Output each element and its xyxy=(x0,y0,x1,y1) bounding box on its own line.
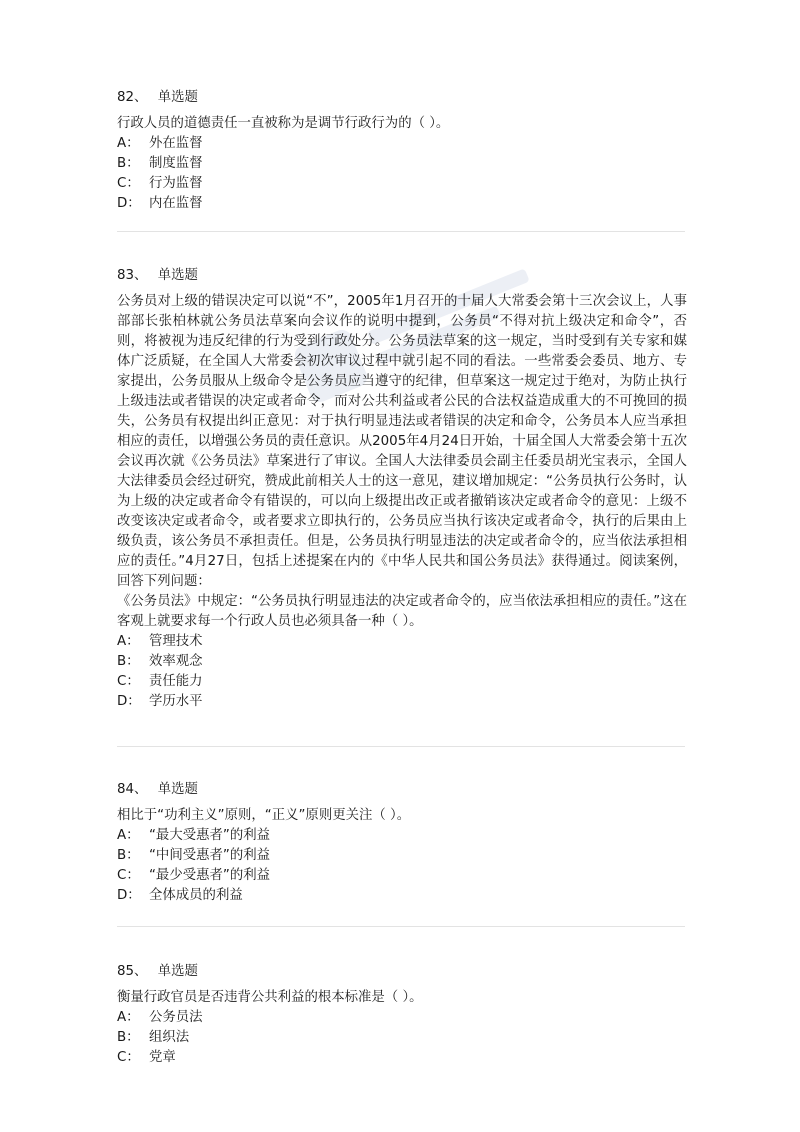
option-b[interactable] xyxy=(117,154,687,174)
option-letter: A： xyxy=(117,634,140,649)
option-text: 党章 xyxy=(149,1050,176,1065)
option-text: 学历水平 xyxy=(149,694,203,709)
question-stem: 衡量行政官员是否违背公共利益的根本标准是（ ）。 xyxy=(117,990,423,1005)
option-c[interactable] xyxy=(117,174,687,194)
option-text: 外在监督 xyxy=(149,136,203,151)
question-stem: 行政人员的道德责任一直被称为是调节行政行为的（ ）。 xyxy=(117,116,450,131)
option-letter: C： xyxy=(117,176,140,191)
option-c[interactable] xyxy=(117,1048,687,1068)
option-letter: C： xyxy=(117,1050,140,1065)
question-stem: 《公务员法》中规定：“公务员执行明显违法的决定或者命令的，应当依法承担相应的责任。”这在客观上就要求每一个行政人员也必须具备一种（ ）。 xyxy=(117,594,687,629)
option-c[interactable] xyxy=(117,672,687,692)
option-a[interactable] xyxy=(117,632,687,652)
option-letter: B： xyxy=(117,156,140,171)
option-letter: C： xyxy=(117,674,140,689)
option-text: 责任能力 xyxy=(149,674,203,689)
option-a[interactable] xyxy=(117,826,687,846)
option-d[interactable] xyxy=(117,194,687,214)
option-text: 全体成员的利益 xyxy=(149,888,243,903)
option-letter: D： xyxy=(117,888,141,903)
option-letter: B： xyxy=(117,848,140,863)
question-header xyxy=(117,266,687,286)
option-text: 管理技术 xyxy=(149,634,203,649)
option-text: 制度监督 xyxy=(149,156,203,171)
option-letter: D： xyxy=(117,196,141,211)
option-b[interactable] xyxy=(117,652,687,672)
option-letter: C： xyxy=(117,868,140,883)
option-text: 组织法 xyxy=(149,1030,190,1045)
option-b[interactable] xyxy=(117,846,687,866)
option-d[interactable] xyxy=(117,886,687,906)
option-text: “最大受惠者”的利益 xyxy=(149,828,270,843)
option-text: “中间受惠者”的利益 xyxy=(149,848,270,863)
option-b[interactable] xyxy=(117,1028,687,1048)
option-text: “最少受惠者”的利益 xyxy=(149,868,270,883)
question-type: 单选题 xyxy=(157,782,198,797)
option-a[interactable] xyxy=(117,1008,687,1028)
question-85 xyxy=(117,962,687,1068)
question-type: 单选题 xyxy=(157,964,198,979)
question-83 xyxy=(117,266,687,712)
option-letter: B： xyxy=(117,654,140,669)
option-letter: A： xyxy=(117,136,140,151)
question-number: 84、 xyxy=(117,782,148,797)
question-number: 85、 xyxy=(117,964,148,979)
option-a[interactable] xyxy=(117,134,687,154)
option-text: 公务员法 xyxy=(149,1010,203,1025)
divider xyxy=(117,746,685,747)
option-c[interactable] xyxy=(117,866,687,886)
question-number: 82、 xyxy=(117,90,148,105)
question-type: 单选题 xyxy=(157,268,198,283)
option-d[interactable] xyxy=(117,692,687,712)
option-text: 效率观念 xyxy=(149,654,203,669)
divider xyxy=(117,231,685,232)
option-letter: D： xyxy=(117,694,141,709)
question-type: 单选题 xyxy=(157,90,198,105)
question-stem: 相比于“功利主义”原则，“正义”原则更关注（ ）。 xyxy=(117,808,411,823)
option-letter: B： xyxy=(117,1030,140,1045)
option-text: 行为监督 xyxy=(149,176,203,191)
question-header xyxy=(117,962,687,982)
option-letter: A： xyxy=(117,1010,140,1025)
case-text: 公务员对上级的错误决定可以说“不”，2005年1月召开的十届人大常委会第十三次会议上，人事部部长张柏林就公务员法草案向会议作的说明中提到，公务员“不得对抗上级决定和命令”，否则，将被视为违反纪律的行为受到行政处分。公务员法草案的这一规定，当时受到有关专家和媒体广泛质疑，在全国人大常委会初次审议过程中就引起不同的看法。一些常委会委员、地方、专家提出，公务员服从上级命令是公务员应当遵守的纪律，但草案这一规定过于绝对，为防止执行上级违法或者错误的决定或者命令，而对公共利益或者公民的合法权益造成重大的不可挽回的损失，公务员有权提出纠正意见：对于执行明显违法或者错误的决定和命令，公务员本人应当承担相应的责任，以增强公务员的责任意识。从2005年4月24日开始，十届全国人大常委会第十五次会议再次就《公务员法》草案进行了审议。全国人大法律委员会副主任委员胡光宝表示，全国人大法律委员会经过研究，赞成此前相关人士的这一意见，建议增加规定：“公务员执行公务时，认为上级的决定或者命令有错误的，可以向上级提出改正或者撤销该决定或者命令的意见：上级不改变该决定或者命令，或者要求立即执行的，公务员应当执行该决定或者命令，执行的后果由上级负责，该公务员不承担责任。但是，公务员执行明显违法的决定或者命令的，应当依法承担相应的责任。”4月27日，包括上述提案在内的《中华人民共和国公务员法》获得通过。阅读案例，回答下列问题： xyxy=(117,294,687,589)
question-number: 83、 xyxy=(117,268,148,283)
divider xyxy=(117,926,685,927)
question-header xyxy=(117,780,687,800)
question-84 xyxy=(117,780,687,906)
question-header xyxy=(117,88,687,108)
option-text: 内在监督 xyxy=(149,196,203,211)
question-82 xyxy=(117,88,687,214)
option-letter: A： xyxy=(117,828,140,843)
